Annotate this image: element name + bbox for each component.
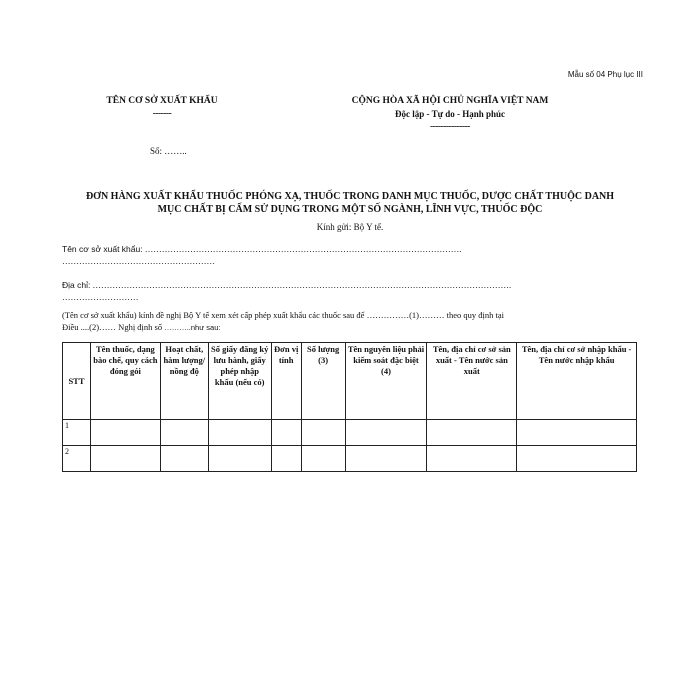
request-line-2 [62,321,642,334]
exporter-name-label: Tên cơ sở xuất khẩu: [62,244,143,254]
exporter-header-divider: ------- [152,109,172,119]
table-header-row [63,343,637,420]
table-cell [301,446,345,472]
table-cell [160,420,208,446]
title-line-2: MỤC CHẤT BỊ CẤM SỬ DỤNG TRONG MỘT SỐ NGÀNH, LĨNH VỰC, THUỐC ĐỘC [157,204,543,215]
col-registration-number: Số giấy đăng ký lưu hành, giấy phép nhập khẩu (nếu có) [208,343,271,420]
col-drug-name: Tên thuốc, dạng bào chế, quy cách đóng gói [90,343,160,420]
exporter-header [92,95,232,121]
table-cell [208,446,271,472]
drug-export-table [62,342,637,472]
col-active-ingredient: Hoạt chất, hàm lượng/ nồng độ [160,343,208,420]
request-line-2-a: Điều ....(2)…… Nghị định số [62,322,163,332]
table-cell [90,420,160,446]
col-controlled-material: Tên nguyên liệu phải kiểm soát đặc biệt (4) [345,343,427,420]
table-cell [90,446,160,472]
title-line-1: ĐƠN HÀNG XUẤT KHẨU THUỐC PHÓNG XẠ, THUỐC TRONG DANH MỤC THUỐC, DƯỢC CHẤT THUỘC DANH [85,191,615,202]
exporter-org-name: TÊN CƠ SỞ XUẤT KHẨU [106,96,218,106]
document-title [58,190,642,216]
table-cell [345,420,427,446]
table-cell [517,420,637,446]
table-cell [427,420,517,446]
table-cell [301,420,345,446]
exporter-name-dots-2: ……………………………………………… [62,256,215,266]
table-cell [271,446,301,472]
row-stt: 1 [63,420,91,446]
address-dots: …………………………………………………………………………………………………………………………………. [90,280,512,290]
exporter-name-dots: …………………………………………………………………………………………………. [142,244,462,254]
address-dots-2: ……………………… [62,292,139,302]
col-importer: Tên, địa chỉ cơ sở nhập khẩu - Tên nước nhập khẩu [517,343,637,420]
table-cell [345,446,427,472]
col-manufacturer: Tên, địa chỉ cơ sở sản xuất - Tên nước sản xuất [427,343,517,420]
address-field [62,279,642,291]
table-cell [427,446,517,472]
exporter-name-field-cont [62,255,642,267]
col-quantity: Số lượng (3) [301,343,345,420]
national-header [330,95,570,134]
national-header-divider: --------------- [430,122,470,132]
address-field-cont [62,291,642,303]
document-number: Số: …….. [150,146,187,156]
col-stt: STT [63,343,91,420]
table-cell [160,446,208,472]
national-motto: Độc lập - Tự do - Hạnh phúc [394,109,505,119]
request-line-2-b: ………..như sau: [162,323,221,332]
col-unit: Đơn vị tính [271,343,301,420]
nation-name: CỘNG HÒA XÃ HỘI CHỦ NGHĨA VIỆT NAM [351,96,549,106]
address-label: Địa chỉ: [62,280,91,290]
table-cell [517,446,637,472]
table-row [63,420,637,446]
table-row [63,446,637,472]
exporter-name-field [62,243,642,255]
row-stt: 2 [63,446,91,472]
form-number: Mẫu số 04 Phụ lục III [567,70,643,79]
table-cell [271,420,301,446]
addressee: Kính gửi: Bộ Y tế. [316,222,384,232]
request-line-1: (Tên cơ sở xuất khẩu) kính đề nghị Bộ Y tế xem xét cấp phép xuất khẩu các thuốc sau để ……………(1)……… theo quy định tại [62,310,504,320]
table-cell [208,420,271,446]
